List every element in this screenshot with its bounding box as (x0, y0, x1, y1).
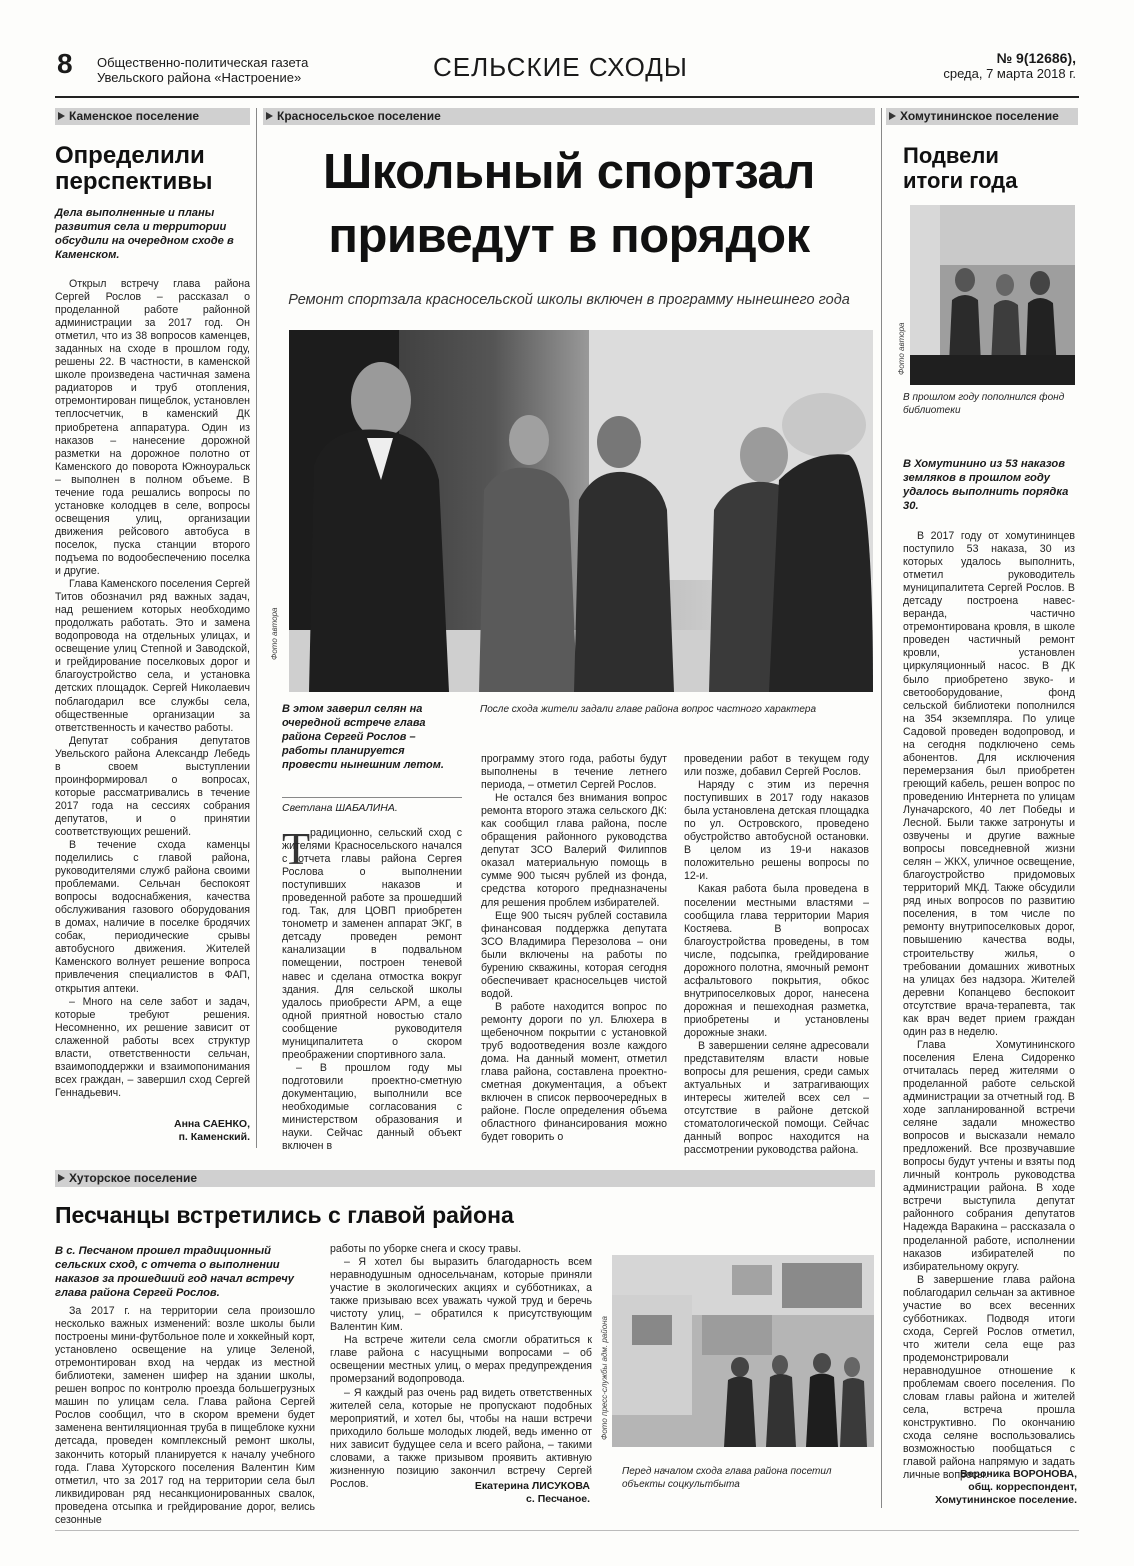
section-kamenskoe: Каменское поселение (55, 108, 250, 125)
column-divider (256, 108, 257, 1148)
paragraph: В 2017 году от хомутининцев поступило 53 наказа, 30 из которых удалось выполнить, отметил руководитель муниципалитета Сергей Рослов. В детсаду построена навес-веранда, частично отремонтирована кровля, в школе проведен частичный ремонт кровли, установлен циркуляционный насос. В ДК было приобретено звуко- и светооборудование, фонд сельской библиотеки пополнился на 354 экземпляра. По улице Садовой проведен водопровод, и на сегодня подключено семь абонентов. Для исключения перемерзания был приобретен греющий кабель, решен вопрос по проведению Интернета по улицам Луначарского, 40 лет Победы и Лесной. Были также затронуты и озвучены и другие важные вопросы повседневной жизни селян – ЖКХ, уличное освещение, благоустройство придомовых территорий МКД. Также обсудили ряд иных вопросов по развитию поселения, в том числе по ремонту внутрипоселковых дорог, повышению качества воды, строительству жилья, о требовании домашних животных на улицах без надзора. Жителей деревни Копанцево беспокоит отсутствие врача-терапевта, так как врач ведет прием граждан один раз в неделю. (903, 530, 1075, 1038)
khomut-body (903, 530, 1075, 1482)
paragraph: радиционно, сельский сход с жителями Красносельского начался с отчета главы района Сергея Рослова о выполнении поступивших наказов и проведенной работе за прошедший год. Так, для ЦОВП приобретен тонометр и заменен аппарат ЭКГ, в детсаду проведен ремонт канализации в подвальном помещении, построен теневой навес и сделана отмостка вокруг здания. Для сельской школы удалось приобрести АРМ, а еще одной приятной новостью стало сообщение руководителя муниципалитета о скором преображении спортивного зала. (282, 827, 462, 1061)
author-place: п. Каменский. (178, 1131, 250, 1143)
paragraph: Открыл встречу глава района Сергей Рослов – рассказал о проделанной работе районной администрации за 2017 год. Он отметил, что из 38 вопросов каменцев, заданных на сходе в прошлом году, решены 22. В частности, в каменской школе произведена частичная замена радиаторов и труб отопления, отремонтирован пищеблок, установлен теплосчетчик, в каменский ДК приобретена аппаратура. Один из наказов – нанесение дорожной разметки на дорожное полотно от Каменского до поворота Южноуральск – выполнен в полном объеме. В течение года решались вопросы по установке колодцев в селе, вопросы освещения улиц, организации движения рейсового автобуса в поселок, пуска станции второго подъема по водообеспечению поселка и другие. (55, 278, 250, 578)
khomut-signature (890, 1468, 1077, 1507)
paragraph: Депутат собрания депутатов Увельского района Александр Лебедь в своем выступлении проинформировал о вопросах, которые рассматривались в течение 2017 года на сессиях собрания депутатов, и о принятии соответствующих решений. (55, 734, 250, 838)
kamensk-lead: Дела выполненные и планы развития села и территории обсудили на очередном сходе в Каменском. (55, 207, 234, 261)
paragraph: Какая работа была проведена в поселении местными властями – сообщила глава территории Мария Костяева. В вопросах благоустройства проведены, в том числе, подсыпка, грейдирование дорожного полотна, ямочный ремонт асфальтового покрытия, обкос внутрипоселковых дорог, нанесена дорожная и пешеходная разметка, приобретены и установлены дорожные знаки. (684, 883, 869, 1039)
krasno-photo-caption: После схода жители задали главе района вопрос частного характера (480, 704, 817, 715)
khutor-signature (330, 1480, 590, 1506)
khomut-lead: В Хомутинино из 53 наказов земляков в прошлом году удалось выполнить порядка 30. (903, 458, 1069, 512)
paragraph: – Я хотел бы выразить благодарность всем неравнодушным односельчанам, которые приняли участие в экологических акциях и субботниках, а также призываю всех уважать чужой труд и беречь чистоту улиц, – обратился к присутствующим Валентин Ким. (330, 1256, 592, 1334)
author-place: с. Песчаное. (526, 1493, 590, 1505)
paragraph: Не остался без внимания вопрос ремонта второго этажа сельского ДК: как сообщил глава района, после обращения районного руководства депутат ЗСО Валерий Филиппов оказал материальную помощь в сумме 900 тысяч рублей из фонда, средства которого предназначены для решения проблем избирателей. (481, 792, 667, 909)
kamensk-title-line1: Определили (55, 142, 205, 169)
khomut-title (903, 143, 1017, 193)
krasno-title-line2: приведут в порядок (328, 209, 810, 263)
paragraph: На встрече жители села смогли обратиться к главе района с насущными вопросами – об освещении местных улиц, о мерах предупреждения промерзаний водопровода. (330, 1334, 592, 1386)
author-role: общ. корреспондент, (968, 1481, 1077, 1493)
column-divider (881, 108, 882, 1508)
paragraph: Наряду с этим из перечня поступивших в 2017 году наказов была установлена детская площадка по ул. Островского, проведено обустройство автобусной остановки. В целом из 19-и наказов положительно решены вопросы по 12-и. (684, 779, 869, 883)
khutor-lead: В с. Песчаном прошел традиционный сельских сход, с отчета о выполнении наказов за прошедший год начал встречу глава района Сергей Рослов. (55, 1245, 294, 1299)
krasno-col1 (282, 823, 462, 1153)
paragraph: В работе находится вопрос по ремонту дороги по ул. Блюхера в щебеночном покрытии с установкой труб водоотведения возле каждого дома. На данный момент, отметил глава района, составлена проектно-сметная документация, а объект включен в список первоочередных в районе. После определения объема областного финансирования можно будет говорить о (481, 1000, 667, 1144)
khutor-photo-credit: Фото пресс-службы адм. района (600, 1315, 609, 1440)
khomut-photo-credit: Фото автора (897, 322, 906, 375)
khomut-photo (910, 205, 1075, 385)
paragraph: – В прошлом году мы подготовили проектно-сметную документацию, выполнили все необходимые согласования с министерством образования и науки. Сейчас данный объект включен в (282, 1061, 462, 1153)
paragraph: Глава Хомутининского поселения Елена Сидоренко отчиталась перед жителями о проделанной работе сельской администрации за отчетный год. В ходе запланированной встречи селяне задали множество вопросов и высказали немало предложений. Все прозвучавшие вопросы будут учтены и взяты под личный контроль руководства администрации района. В ходе встречи выступила депутат районного собрания депутатов Надежда Варакина – рассказала о проделанной работе, исполнении наказов избирателей по избирательному округу. (903, 1038, 1075, 1273)
paper-name-line2: Увельского района «Настроение» (97, 70, 302, 85)
drop-cap: Т (282, 823, 311, 874)
krasno-subtitle: Ремонт спортзала красносельской школы включен в программу нынешнего года (288, 292, 850, 308)
khutor-photo (612, 1255, 874, 1447)
section-khutorskoe: Хуторское поселение (55, 1170, 875, 1187)
kamensk-signature (55, 1118, 250, 1144)
paragraph: проведении работ в текущем году или позже, добавил Сергей Рослов. (684, 753, 869, 779)
krasno-author: Светлана ШАБАЛИНА. (282, 802, 398, 814)
rubric-title: СЕЛЬСКИЕ СХОДЫ (433, 52, 688, 82)
section-krasnoselskoe: Красносельское поселение (263, 108, 875, 125)
krasno-photo (289, 330, 873, 692)
author-name: Екатерина ЛИСУКОВА (474, 1480, 590, 1492)
paragraph: В завершение глава района поблагодарил сельчан за активное участие во всех весенних субботниках. Подводя итоги схода, Сергей Рослов отметил, что жители села еще раз продемонстрировали неравнодушное отношение к проблемам своего поселения. По словам главы района и жителей села, встреча прошла конструктивно. По окончанию схода селяне воспользовались возможностью пообщаться с главой района напрямую и задать личные вопросы. (903, 1273, 1075, 1482)
header-rule (55, 96, 1079, 98)
khutor-col1 (55, 1305, 315, 1527)
khutor-photo-caption: Перед началом схода глава района посетил объекты соцкультбыта (622, 1466, 832, 1490)
issue-date: среда, 7 марта 2018 г. (943, 66, 1076, 81)
kamensk-body (55, 278, 250, 1100)
krasno-pull-quote: В этом заверил селян на очередной встрече глава района Сергей Рослов – работы планируется провести нынешним летом. (282, 703, 444, 771)
author-name: Вероника ВОРОНОВА, (960, 1468, 1077, 1480)
paragraph: Еще 900 тысяч рублей составила финансовая поддержка депутата ЗСО Владимира Перезолова – они были включены на работы по бурению скважины, которая сегодня обеспечивает красносельцев чистой водой. (481, 909, 667, 1000)
krasno-title (263, 140, 875, 268)
kamensk-title (55, 143, 212, 195)
kamensk-title-line2: перспективы (55, 168, 213, 195)
issue-number: № 9(12686), (996, 50, 1076, 66)
khutor-title: Песчанцы встретились с главой района (55, 1202, 514, 1228)
krasno-photo-credit: Фото автора (270, 607, 279, 660)
krasno-col2 (481, 753, 667, 1144)
paragraph: Глава Каменского поселения Сергей Титов обозначил ряд важных задач, над решением которых необходимо продолжать работать. Это и замена водопровода на отдельных улицах, и освещение улиц Степной и Заводской, и грейдирование поселковых дорог и благоустройство села, и установка детских площадок. Сергей Николаевич поблагодарил все службы села, общественные организации за ответственность и качество работы. (55, 578, 250, 734)
krasno-title-line1: Школьный спортзал (323, 145, 815, 199)
paragraph: работы по уборке снега и скосу травы. (330, 1243, 522, 1255)
paper-name-line1: Общественно-политическая газета (97, 55, 309, 70)
author-place: Хомутининское поселение. (935, 1494, 1077, 1506)
quote-rule (282, 797, 462, 798)
krasno-col3 (684, 753, 869, 1157)
paragraph: За 2017 г. на территории села произошло несколько важных изменений: возле школы были построены мини-футбольное поле и хоккейный корт, установлено освещение на улице Зеленой, отремонтирован вход на чердак из местной библиотеки, заменен шифер на здании школы, решен вопрос по контролю проезда большегрузных машин по улицам села. Глава района Сергей Рослов сообщил, что в скором времени будет заменена вентиляционная труба в пищеблоке кухни детсада, проведен комплексный ремонт школы, закончить который планируется к началу учебного года. Глава Хуторского поселения Валентин Ким отметил, что за 2017 год на территории села был ликвидирован ряд несанкционированных свалок, проведена отсыпка и грейдирование дорог, велись сезонные (55, 1305, 315, 1526)
page-number: 8 (57, 48, 73, 79)
khomut-title-line2: итоги года (903, 168, 1018, 193)
paragraph: В течение схода каменцы поделились с главой района, руководителями служб района своими проблемами. Сельчан беспокоят вопросы водоснабжения, качества обслуживания газового оборудования в домах, наличие в поселке бродячих собак, периодические срывы автобусного движения. Жителей Каменского волнует решение вопроса привлечения специалистов в ФАП, открытия аптеки. (55, 839, 250, 995)
khomut-title-line1: Подвели (903, 143, 999, 168)
section-khomutininskoe: Хомутининское поселение (886, 108, 1078, 125)
paragraph: программу этого года, работы будут выполнены в течение летнего периода, – отметил Сергей Рослов. (481, 753, 667, 792)
paragraph: – Я каждый раз очень рад видеть ответственных жителей села, которые не пропускают подобных мероприятий, и хотел бы, чтобы на наши встречи приходило больше молодых людей, ведь именно от них зависит будущее села и всего района, – такими словами, а также призывом проявить активную жизненную позицию закончил встречу Сергей Рослов. (330, 1386, 592, 1490)
footer-rule (55, 1530, 1079, 1531)
paragraph: В завершении селяне адресовали представителям власти новые вопросы для решения, среди самых актуальных и затрагивающих интересы жителей всех сел – отсутствие в районе детской стоматологической помощи. Сейчас данный вопрос находится на рассмотрении руководства района. (684, 1040, 869, 1157)
khutor-col2 (330, 1243, 592, 1491)
paragraph: – Много на селе забот и задач, которые требуют решения. Несомненно, их решение зависит от слаженной работы всех структур власти, ответственности сельчан, взаимоподдержки и взаимопонимания всех граждан, – завершил сход Сергей Геннадьевич. (55, 995, 250, 1099)
author-name: Анна САЕНКО, (173, 1118, 250, 1130)
khomut-photo-caption: В прошлом году пополнился фонд библиотеки (903, 392, 1065, 416)
